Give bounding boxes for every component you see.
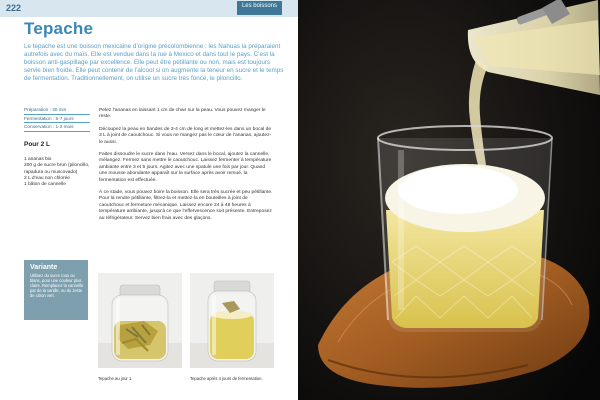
photo-caption: Tepache au jour 1.	[98, 376, 133, 381]
step-paragraph: Faites dissoudre le sucre dans l’eau. Versez dans le bocal, ajoutez la cannelle, mélangez. Fermez sans mettre le caoutchouc. Laissez fermenter à température ambiante entre 3 et 5 jours. Agitez avec une spatule une fois par jour. Quand une mousse abondante apparaît sur la surface après avoir remué, la fermentation est effectuée.	[99, 152, 272, 183]
drink-photo-page	[298, 0, 600, 400]
ingredient-item: 200 g de sucre brun (piloncillo, rapadura ou muscovado)	[24, 163, 90, 175]
step-paragraph: Découpez la peau en bandes de 3-4 cm de long et mettez-les dans un bocal de 3 L à joint de caoutchouc. Si vous ne mangez pas le cœur de l’ananas, ajoutez-le aussi.	[99, 126, 272, 145]
page-number: 222	[6, 3, 22, 13]
variante-box	[24, 260, 88, 320]
fermentation-time: Fermentation : 5-7 jours	[24, 115, 90, 124]
ingredient-item: 1 ananas bio	[24, 157, 52, 162]
jar-day-one-photo	[98, 273, 182, 368]
storage-time: Conservation : 1-2 mois	[24, 123, 90, 132]
photo-caption: Tepache après 4 jours de fermentation.	[190, 376, 263, 381]
recipe-intro: Le tepache est une boisson mexicaine d’origine précolombienne : les Nahuas la préparaient autrefois avec du maïs. Elle est vendue dans la rue à Mexico et dans tout le pays. C’est la boisson anti-gaspillage par excellence. Elle peut être pétillante ou non, mais est toujours servie bien froide. Elle peut contenir de l’alcool si on augmente la teneur en sucre et le temps de fermentation. Traditionnellement, on utilise un sucre très foncé, le piloncillo.	[24, 43, 284, 82]
recipe-steps	[99, 108, 274, 228]
section-label: Les boissons	[237, 1, 282, 15]
step-paragraph: À ce stade, vous pouvez boire la boisson. Elle sera très sucrée et peu pétillante. Pour la rendre pétillante, filtrez-la et mettez-la en bouteilles à joint de caoutchouc et fermeture mécanique. Laissez encore 24 à 48 heures à température ambiante, jusqu’à ce que l’effervescence soit présente. Entreposez au réfrigérateur. Servez bien frais avec des glaçons.	[99, 190, 273, 221]
tepache-glass-photo	[298, 0, 600, 400]
variante-text: Utilisez du sucre roux ou blanc, pour une couleur plus claire. Remplacez la cannelle par de la vanille, ou du zeste de citron vert.	[30, 273, 84, 299]
step-paragraph: Pelez l’ananas en laissant 1 cm de chair sur la peau. Vous pouvez manger le reste.	[99, 108, 266, 120]
prep-time: Préparation : 30 min	[24, 106, 90, 115]
ingredient-list	[24, 157, 90, 188]
recipe-title: Tepache	[24, 19, 94, 38]
servings: Pour 2 L	[24, 141, 51, 148]
recipe-page	[0, 0, 298, 400]
recipe-info	[24, 106, 90, 132]
variante-title: Variante	[30, 264, 58, 271]
ingredient-item: 2 L d’eau non chlorée	[24, 175, 70, 181]
jar-day-four-photo	[190, 273, 274, 368]
ingredient-item: 1 bâton de cannelle	[24, 182, 66, 188]
